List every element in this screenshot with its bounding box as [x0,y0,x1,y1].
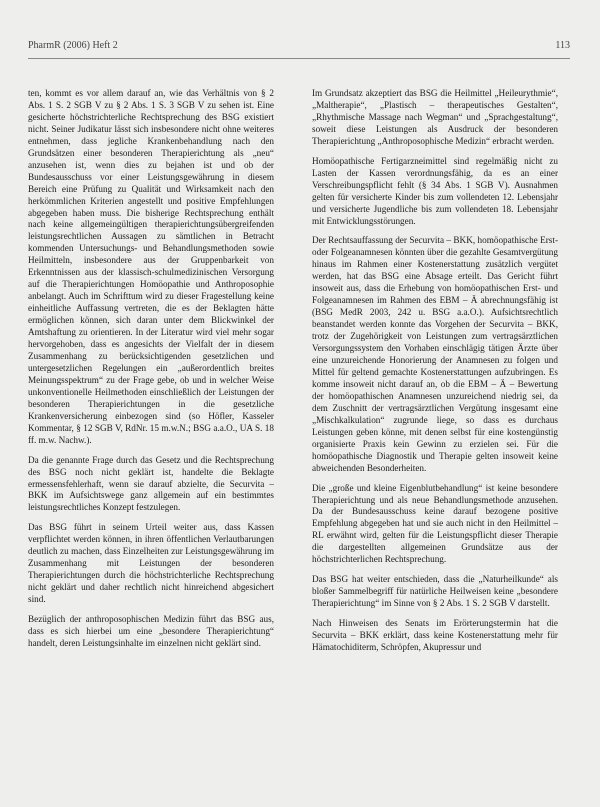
paragraph: Homöopathische Fertigarzneimittel sind regelmäßig nicht zu Lasten der Kassen verordnungsfähig, da es an einer Verschreibungspflicht fehlt (§ 34 Abs. 1 SGB V). Ausnahmen gelten für versicherte Kinder bis zum vollendeten 12. Lebensjahr und versicherte Jugendliche bis zum vollendeten 18. Lebensjahr mit Entwicklungsstörungen. [312,155,558,226]
paragraph: Das BSG führt in seinem Urteil weiter aus, dass Kassen verpflichtet werden können, in ihren öffentlichen Verlautbarungen deutlich zu machen, dass Einzelheiten zur Leistungsgewährung im Zusammenhang mit Leistungen der besonderen Therapierichtungen durch die höchstrichterliche Rechtsprechung nicht geklärt und daher rechtlich nicht hinreichend abgesichert sind. [28,522,274,605]
paragraph: Das BSG hat weiter entschieden, dass die „Naturheilkunde“ als bloßer Sammelbegriff für natürliche Heilweisen keine „besondere Therapierichtung“ im Sinne von § 2 Abs. 1 S. 2 SGB V darstellt. [312,574,558,609]
paragraph: Im Grundsatz akzeptiert das BSG die Heilmittel „Heileurythmie“, „Maltherapie“, „Plastisch – therapeutisches Gestalten“, „Rhythmische Massage nach Wegman“ und „Sprachgestaltung“, soweit diese Leistungen als Ausdruck der besonderen Therapierichtung „Anthroposophische Medizin“ erbracht werden. [312,88,558,146]
page-number: 113 [555,40,570,51]
paragraph: Da die genannte Frage durch das Gesetz und die Rechtsprechung des BSG noch nicht geklärt ist, handelte die Beklagte ermessensfehlerhaft, wenn sie darauf abzielte, die Securvita – BKK im Aufsichtswege ganz allgemein auf ein bestimmtes leistungsrechtliches Konzept festzulegen. [28,454,274,513]
left-column [28,88,274,788]
paragraph: Der Rechtsauffassung der Securvita – BKK, homöopathische Erst- oder Folgeanamnesen könnten über die gezahlte Gesamtvergütung hinaus im Rahmen einer Kostenerstattung zusätzlich vergütet werden, hat das BSG eine Absage erteilt. Das Gericht führt insoweit aus, dass die Erhebung von homöopathischen Erst- und Folgeanamnesen im Rahmen des EBM – Ä abrechnungsfähig ist (BSG MedR 2003, 242 u. BSG a.a.O.). Aufsichtsrechtlich beanstandet werden konnte das Vorgehen der Securvita – BKK, trotz der Zugehörigkeit von Leistungen zum vertragsärztlichen Versorgungssystem den Vorhaben einschlägig tätigen Ärzte über eine unzureichende Honorierung der Anamnesen zu folgen und Mittel für geltend gemachte Kostenerstattungen aufzubringen. Es komme insoweit nicht darauf an, ob die EBM – Ä – Bewertung der homöopathischen Anamnesen unzureichend niedrig sei, da dem Zuschnitt der vertragsärztlichen Vergütung insgesamt eine „Mischkalkulation“ zugrunde liege, so dass es durchaus Leistungen geben könne, mit denen selbst für eine kostengünstig organisierte Praxis kein Gewinn zu erzielen sei. Für die homöopathische Diagnostik und Therapie gelten insoweit keine abweichenden Besonderheiten. [312,235,558,473]
paragraph: Die „große und kleine Eigenblutbehandlung“ ist keine besondere Therapierichtung und als neue Behandlungsmethode anzusehen. Da der Bundesausschuss keine darauf bezogene positive Empfehlung abgegeben hat und sie auch nicht in den Heilmittel – RL erwähnt wird, gelten für die Leistungspflicht dieser Therapie die dargestellten allgemeinen Grundsätze aus der höchstrichterlichen Rechtsprechung. [312,482,558,565]
paragraph: Bezüglich der anthroposophischen Medizin führt das BSG aus, dass es sich hierbei um eine „besondere Therapierichtung“ handelt, deren Leistungsinhalte im einzelnen nicht geklärt sind. [28,614,274,648]
paragraph: Nach Hinweisen des Senats im Erörterungstermin hat die Securvita – BKK erklärt, dass keine Kostenerstattung mehr für Hämatochiditerm, Schröpfen, Akupressur und [312,618,558,652]
running-header [28,40,570,54]
journal-reference: PharmR (2006) Heft 2 [28,40,118,51]
header-rule [28,58,570,59]
paragraph: ten, kommt es vor allem darauf an, wie das Verhältnis von § 2 Abs. 1 S. 2 SGB V zu § 2 Abs. 1 S. 3 SGB V zu sehen ist. Eine gesicherte höchstrichterliche Rechtsprechung des BSG existiert nicht. Seiner Judikatur lässt sich insbesondere nicht ohne weiteres entnehmen, dass jegliche Krankenbehandlung nach den Grundsätzen einer besonderen Therapierichtung als „neu“ anzusehen ist, wenn dies zu bejahen ist und ob der Bundesausschuss vor einer Leistungsgewährung in diesem Bereich eine Prüfung zu Qualität und Wirksamkeit nach den herkömmlichen Kriterien angestellt und positive Empfehlungen abgegeben haben muss. Die bisherige Rechtsprechung enthält nach keine allgemeingültigen therapierichtungsübergreifenden leistungsrechtlichen Aussagen zu sämtlichen in Betracht kommenden Untersuchungs- und Behandlungsmethoden sowie Heilmitteln, insbesondere aus der Gruppenbarkeit von Erkenntnissen aus der klassisch-schulmedizinischen Versorgung auf die Therapierichtungen Homöopathie und Anthroposophie anbelangt. Auch im Schrifttum wird zu dieser Fragestellung keine einheitliche Auffassung vertreten, die es der Beklagten hätte ermöglichen können, sich daran unter dem Blickwinkel der Amtshaftung zu orientieren. In der Literatur wird viel mehr sogar hervorgehoben, dass es angesichts der Vielfalt der in diesem Zusammenhang zu berücksichtigenden gesetzlichen und untergesetzlichen Regelungen ein „außerordentlich breites Meinungsspektrum“ zu der Frage gebe, ob und in welcher Weise unkonventionelle Heilmethoden einschließlich der Leistungen der besonderen Therapierichtungen in die gesetzliche Krankenversicherung einbezogen sind (so Höfler, Kasseler Kommentar, § 12 SGB V, RdNr. 15 m.w.N.; BSG a.a.O., UA S. 18 ff. m.w. Nachw.). [28,88,274,445]
right-column [312,88,558,788]
